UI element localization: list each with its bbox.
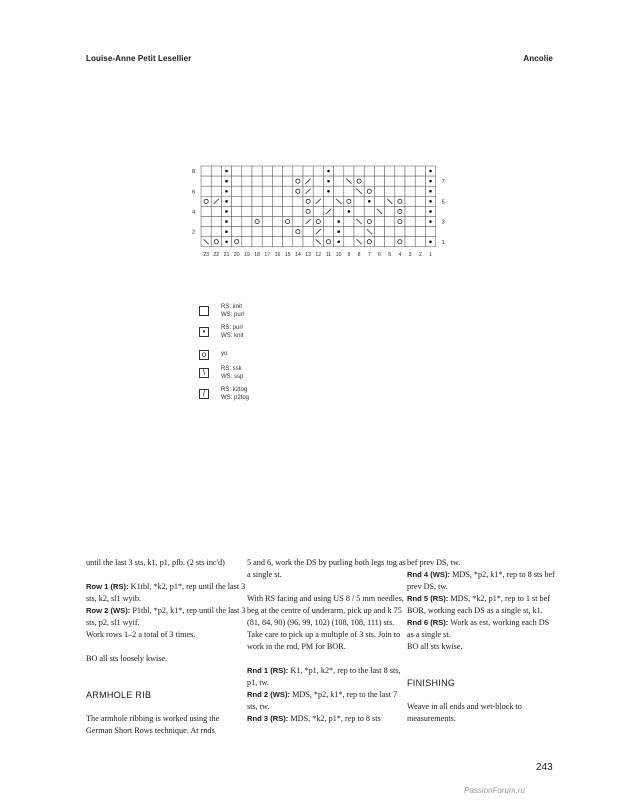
chart-cell [201,217,211,227]
row-label-left: 4 [191,209,195,216]
legend-rs: RS: k2tog [221,387,248,393]
chart-cell [211,186,221,196]
chart-cell [201,206,211,216]
chart-cell [344,227,354,237]
legend-ws: WS: purl [221,312,245,318]
chart-cell [344,186,354,196]
chart-cell [313,217,323,227]
chart-cell [283,227,293,237]
page-number: 243 [536,762,553,773]
row-label: Row 2 (WS): [86,606,131,615]
chart-cell [283,237,293,247]
column-label: 1 [429,251,432,258]
legend-item-knit [199,303,399,325]
chart-cell [344,196,354,206]
rnd-label: Rnd 3 (RS): [247,714,289,723]
chart-cell [242,237,252,247]
chart-cell [201,176,211,186]
chart-cell [283,186,293,196]
purl-symbol [368,200,371,203]
chart-cell [344,166,354,176]
legend-rs: RS: knit [221,304,243,310]
chart-cell [201,227,211,237]
row-label-right: 5 [441,199,445,206]
paragraph: until the last 3 sts, k1, p1, pfb. (2 sts inc'd) [86,558,225,567]
chart-cell [364,176,374,186]
chart-cell [211,227,221,237]
purl-symbol [429,200,432,203]
paragraph: Weave in all ends and wet-block to measurements. [407,702,522,723]
purl-icon: • [199,327,209,337]
paragraph: BO all sts loosely kwise. [86,654,168,663]
chart-cell [252,227,262,237]
chart-cell [323,217,333,227]
chart-cell [374,227,384,237]
row-label-left: 2 [191,229,195,236]
paragraph: Work rows 1–2 a total of 3 times. [86,630,196,639]
chart-cell [334,166,344,176]
chart-cell [272,217,282,227]
chart-cell [323,227,333,237]
column-label: 22 [213,251,220,258]
purl-symbol [327,190,330,193]
chart-cell [242,206,252,216]
chart-cell [242,186,252,196]
chart-cell [293,206,303,216]
chart-cell [334,206,344,216]
chart-cell [354,166,364,176]
chart-cell [395,206,405,216]
chart-cell [272,166,282,176]
chart-cell [293,237,303,247]
chart-cell [232,186,242,196]
column-label: 21 [223,251,230,258]
chart-cell [385,217,395,227]
purl-symbol [337,230,340,233]
paragraph: BO all sts kwise. [407,642,463,651]
column-label: 19 [244,251,250,258]
chart-cell [395,196,405,206]
chart-cell [323,196,333,206]
purl-symbol [225,210,228,213]
chart-cell [425,227,435,237]
column-label: 23 [203,251,209,258]
row-label-left: 6 [191,189,195,196]
purl-symbol [225,230,228,233]
chart-cell [272,237,282,247]
purl-symbol [429,240,432,243]
column-label: 14 [295,251,301,258]
section-heading: FINISHING [407,678,456,688]
chart-cell [405,217,415,227]
chart-cell [232,196,242,206]
chart-cell [374,186,384,196]
chart-cell [201,166,211,176]
chart-cell [415,196,425,206]
chart-cell [303,227,313,237]
row-label-right: 1 [441,239,445,246]
chart-cell [405,237,415,247]
pattern-title: Ancolie [523,54,553,63]
chart-cell [364,166,374,176]
chart-cell [313,186,323,196]
chart-cell [262,237,272,247]
chart-cell [405,176,415,186]
paragraph: bef prev DS, tw. [407,558,461,567]
chart-cell [344,237,354,247]
chart-cell [405,186,415,196]
chart-cell [262,217,272,227]
chart-cell [395,166,405,176]
chart-cell [211,217,221,227]
purl-symbol [429,210,432,213]
column-label: 11 [325,251,332,258]
chart-cell [385,186,395,196]
chart-cell [293,217,303,227]
text-column-3 [407,557,557,725]
chart-cell [262,206,272,216]
chart-cell [232,227,242,237]
chart-cell [303,196,313,206]
chart-cell [293,196,303,206]
purl-symbol [429,170,432,173]
column-label: 10 [335,251,342,258]
chart-cell [323,237,333,247]
watermark: PassionForum.ru [464,786,525,795]
chart-cell [405,206,415,216]
legend-rs: RS: ssk [221,366,242,372]
legend-ws: WS: knit [221,333,244,339]
chart-cell [242,166,252,176]
chart-cell [272,206,282,216]
chart-cell [385,166,395,176]
purl-symbol [429,220,432,223]
column-label: 12 [315,251,322,258]
text-column-1 [86,557,246,737]
yo-icon: o [199,350,209,360]
chart-cell [272,227,282,237]
chart-cell [252,196,262,206]
rnd-label: Rnd 4 (WS): [407,570,451,579]
row-label-right: 3 [441,219,445,226]
chart-cell [395,217,405,227]
chart-cell [303,206,313,216]
chart-cell [374,237,384,247]
chart-cell [415,166,425,176]
purl-symbol [225,220,228,223]
chart-cell [354,227,364,237]
text-column-2 [247,557,407,725]
purl-symbol [327,170,330,173]
chart-cell [252,237,262,247]
chart-cell [272,186,282,196]
legend-ws: WS: ssp [221,374,244,380]
chart-cell [385,237,395,247]
purl-symbol [225,190,228,193]
chart-cell [283,176,293,186]
chart-cell [313,206,323,216]
chart-cell [252,206,262,216]
chart-cell [374,176,384,186]
chart-cell [364,186,374,196]
chart-cell [364,237,374,247]
purl-symbol [225,240,228,243]
legend-item-ssk [199,365,399,387]
chart-cell [262,196,272,206]
column-label: 17 [264,251,271,258]
chart-cell [211,206,221,216]
purl-symbol [348,210,351,213]
chart-cell [395,227,405,237]
chart-cell [385,176,395,186]
chart-cell [232,237,242,247]
rnd-label: Rnd 5 (RS): [407,594,449,603]
chart-cell [252,176,262,186]
chart-cell [242,227,252,237]
chart-cell [262,166,272,176]
purl-symbol [327,180,330,183]
row-label-left: 8 [191,169,195,176]
chart-cell [232,176,242,186]
chart-cell [303,237,313,247]
rnd-text: MDS, *p2, k1*, rep to the last 7 sts, tw. [247,690,398,711]
purl-symbol [225,170,228,173]
chart-cell [242,217,252,227]
rnd-label: Rnd 6 (RS): [407,618,449,627]
column-label: 8 [357,251,361,258]
chart-cell [232,166,242,176]
chart-cell [364,206,374,216]
chart-cell [405,196,415,206]
chart-cell [313,176,323,186]
purl-symbol [337,220,340,223]
chart-cell [293,227,303,237]
chart-cell [415,206,425,216]
chart-cell [415,176,425,186]
author-name: Louise-Anne Petit Lesellier [86,54,192,63]
chart-cell [303,166,313,176]
chart-cell [211,237,221,247]
rnd-text: MDS, *k2, p1*, rep to 8 sts [288,714,381,723]
section-heading: ARMHOLE RIB [86,690,152,700]
purl-symbol [225,180,228,183]
chart-cell [385,227,395,237]
chart-cell [211,176,221,186]
legend-item-purl [199,324,399,346]
chart-grid [201,166,436,247]
chart-cell [374,166,384,176]
rnd-text: MDS, *k2, p1*, rep to 1 st bef BOR, working each DS as a single st, k1. [407,594,550,615]
column-label: 5 [388,251,392,258]
paragraph: 5 and 6, work the DS by purling both legs tog as a single st. [247,558,406,579]
row-text: P1tbl, *p2, k1*, rep until the last 3 sts, p2, sl1 wyif. [86,606,246,627]
chart-cell [211,166,221,176]
legend-rs: RS: purl [221,325,243,331]
chart-cell [405,227,415,237]
chart-cell [232,217,242,227]
chart-cell [262,227,272,237]
chart-cell [293,186,303,196]
chart-cell [364,217,374,227]
chart-cell [293,166,303,176]
purl-symbol [225,200,228,203]
row-label: Row 1 (RS): [86,582,129,591]
legend-rs: yo [221,351,228,357]
chart-cell [283,217,293,227]
column-label: 20 [233,251,240,258]
legend-ws: WS: p2tog [221,395,250,401]
chart-cell [262,176,272,186]
rnd-label: Rnd 2 (WS): [247,690,291,699]
k2tog-icon: / [199,389,209,399]
chart-cell [415,217,425,227]
column-label: 6 [378,251,381,258]
chart-cell [283,206,293,216]
column-label: 4 [398,251,402,258]
chart-cell [252,217,262,227]
rnd-text: MDS, *p2, k1*, rep to 8 sts bef prev DS, tw. [407,570,555,591]
chart-cell [374,217,384,227]
chart-cell [272,196,282,206]
stitch-chart [0,0,622,270]
purl-symbol [337,240,340,243]
chart-cell [283,166,293,176]
ssk-icon: \ [199,368,209,378]
column-label: 13 [305,251,311,258]
chart-cell [405,166,415,176]
chart-cell [344,217,354,227]
chart-cell [283,196,293,206]
column-label: 15 [284,251,291,258]
chart-cell [313,166,323,176]
paragraph: With RS facing and using US 8 / 5 mm needles, beg at the centre of underarm, pick up and k 75 (81, 84, 90) (96, 99, 102) (108, 108, 111) sts. Take care to pick up a multiple of 3 sts. Join to work in the rnd, PM for BOR. [247,594,404,651]
chart-cell [201,196,211,206]
chart-cell [232,206,242,216]
rnd-text: Work as est, working each DS as a single st. [407,618,550,639]
chart-cell [354,176,364,186]
rnd-label: Rnd 1 (RS): [247,666,289,675]
chart-cell [252,186,262,196]
chart-cell [242,176,252,186]
rnd-text: K1, *p1, k2*, rep to the last 8 sts, p1, tw. [247,666,401,687]
column-label: 16 [274,251,281,258]
chart-cell [395,186,405,196]
chart-cell [252,166,262,176]
chart-cell [415,237,425,247]
chart-cell [262,186,272,196]
legend-item-k2tog [199,386,399,408]
chart-cell [385,206,395,216]
column-label: 3 [408,251,412,258]
chart-cell [415,186,425,196]
knit-icon [199,306,209,316]
column-label: 2 [418,251,422,258]
row-text: K1tbl, *k2, p1*, rep until the last 3 sts, k2, sl1 wyib. [86,582,246,603]
column-label: 18 [254,251,260,258]
chart-cell [395,176,405,186]
column-label: 7 [367,251,371,258]
chart-cell [395,237,405,247]
chart-cell [272,176,282,186]
row-label-right: 7 [441,179,445,186]
chart-cell [354,206,364,216]
chart-cell [415,227,425,237]
purl-symbol [429,190,432,193]
chart-cell [374,196,384,206]
chart-cell [354,196,364,206]
paragraph: The armhole ribbing is worked using the German Short Rows technique. At rnds [86,714,220,735]
column-label: 9 [347,251,351,258]
chart-cell [293,176,303,186]
chart-cell [242,196,252,206]
purl-symbol [429,180,432,183]
chart-cell [201,186,211,196]
chart-cell [334,186,344,196]
chart-cell [334,176,344,186]
